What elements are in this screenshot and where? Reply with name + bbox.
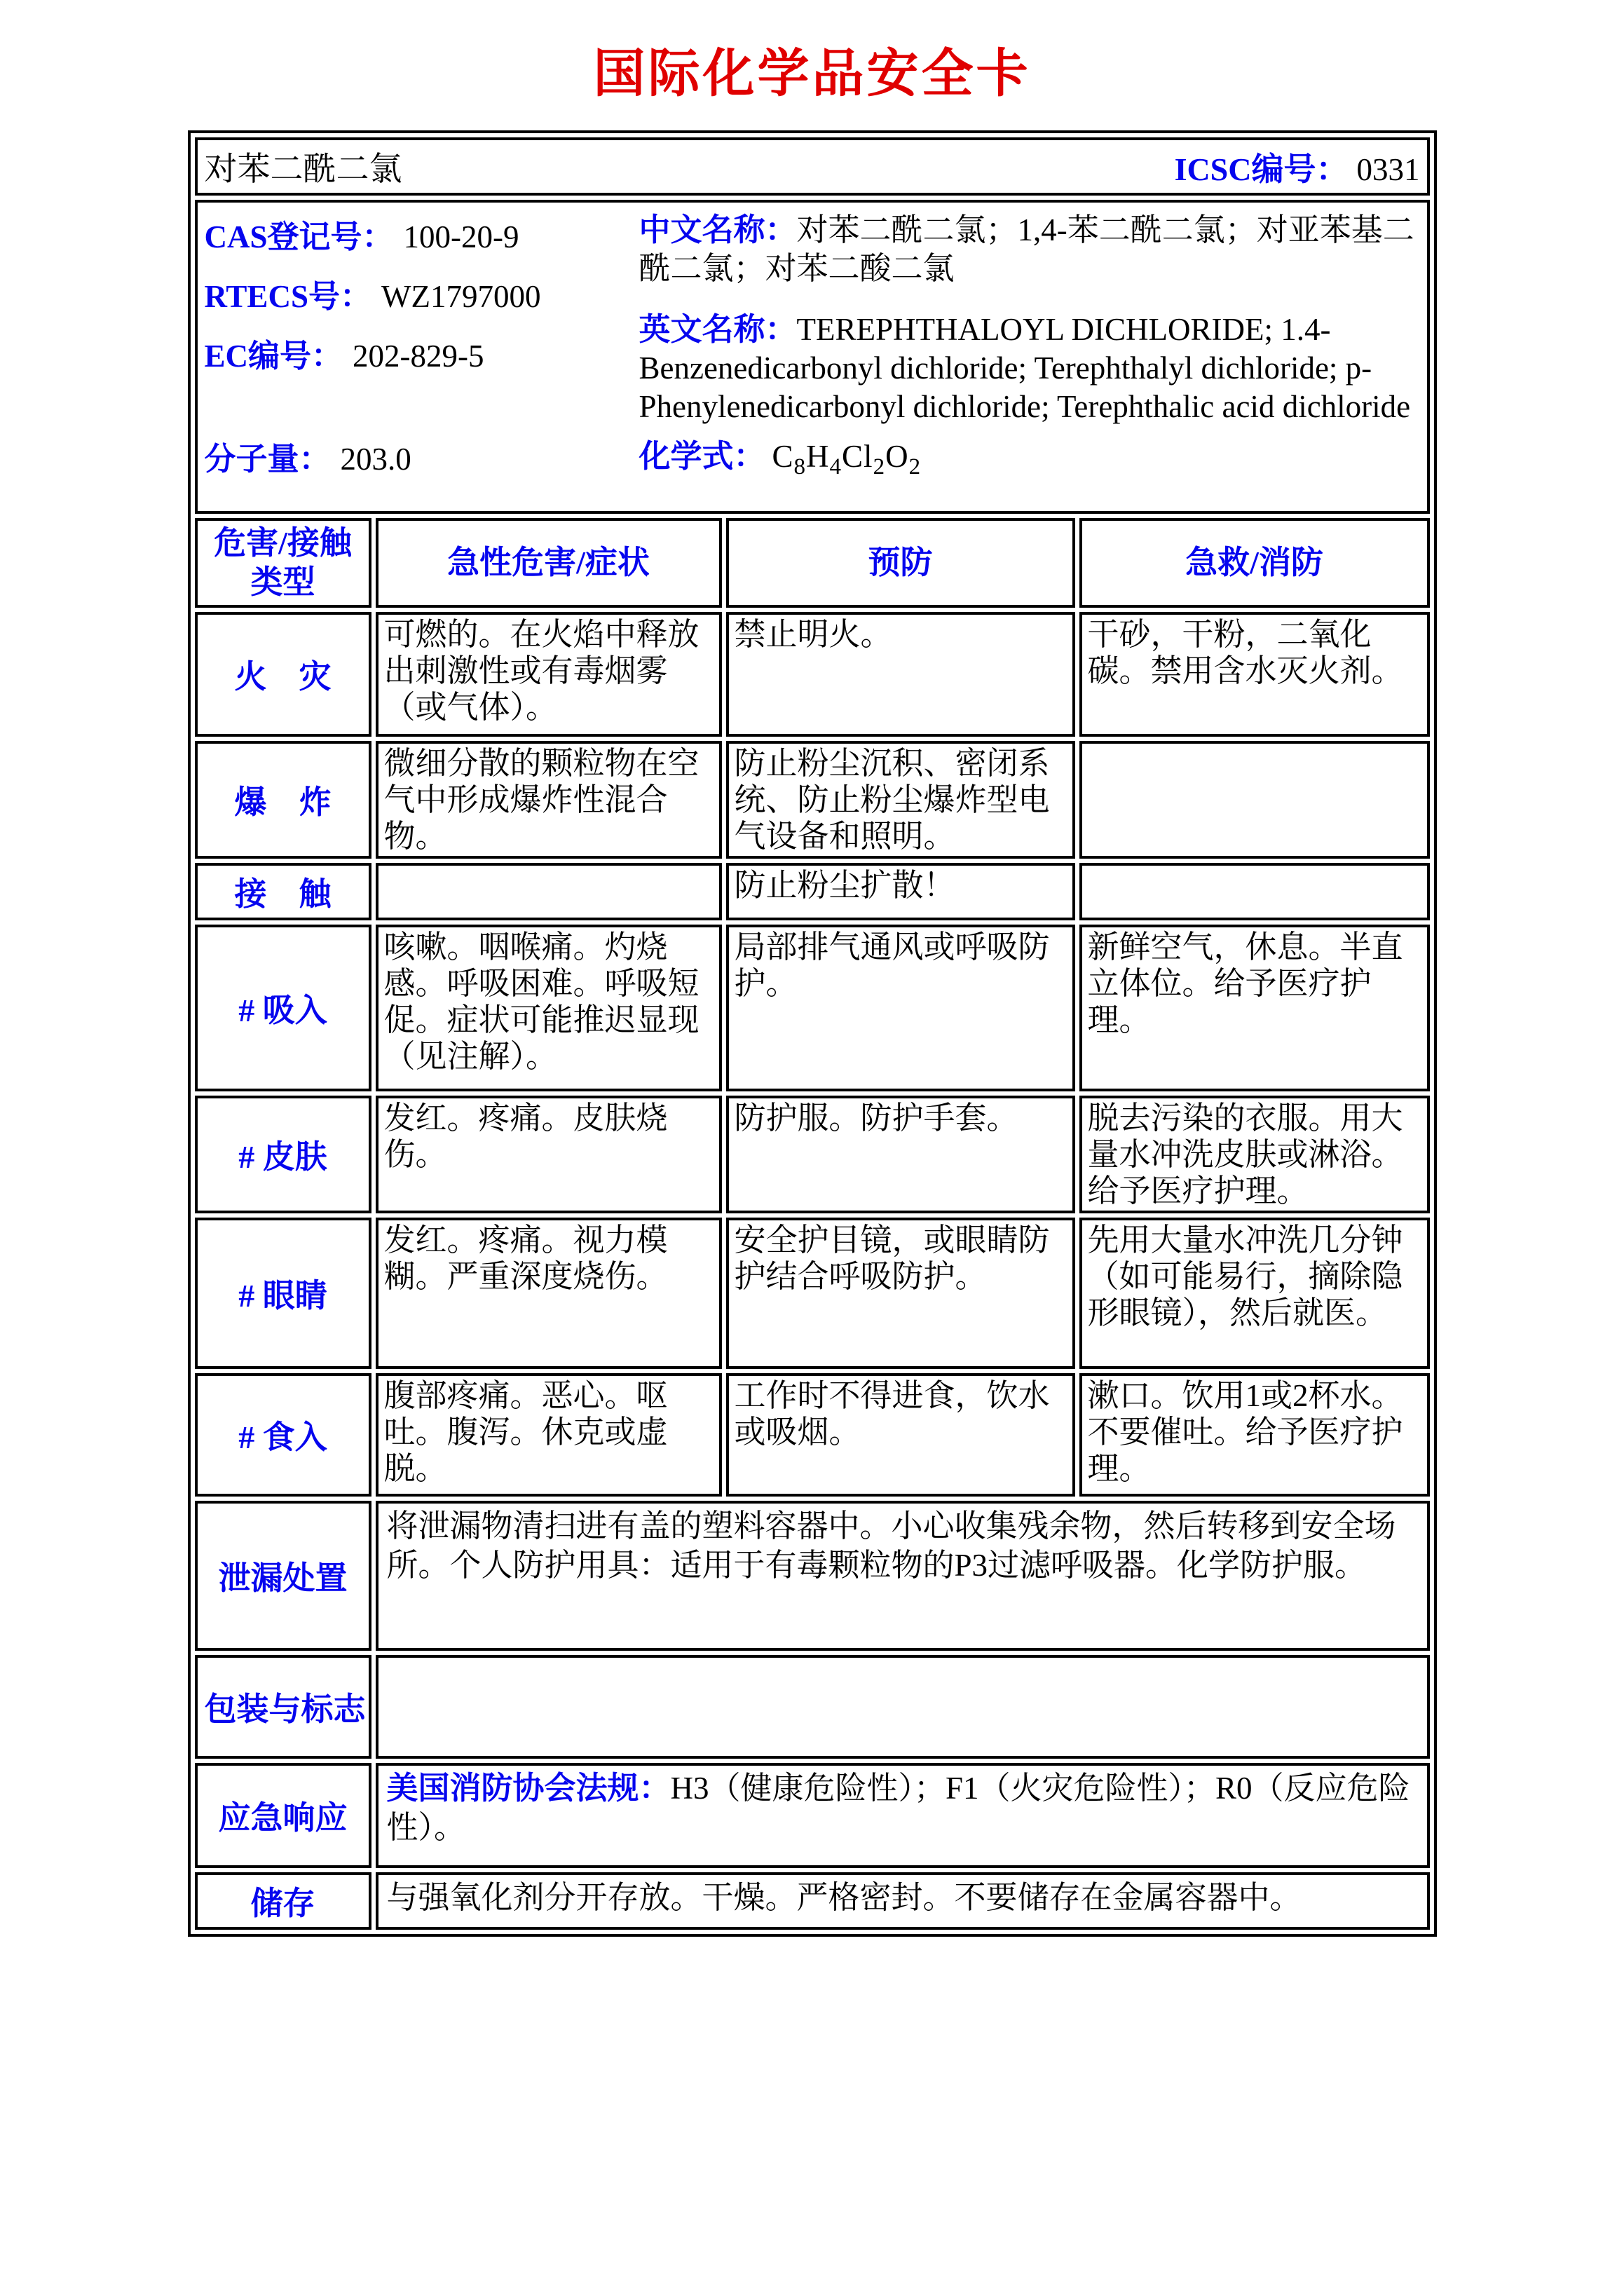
rtecs-number: RTECS号： WZ1797000 [204, 279, 541, 314]
storage-text: 与强氧化剂分开存放。干燥。严格密封。不要储存在金属容器中。 [376, 1872, 1430, 1930]
section-label-storage: 储存 [195, 1872, 371, 1930]
spillage-text: 将泄漏物清扫进有盖的塑料容器中。小心收集残余物，然后转移到安全场所。个人防护用具：适用于有毒颗粒物的P3过滤呼吸器。化学防护服。 [376, 1501, 1430, 1651]
packaging-text [376, 1655, 1430, 1759]
hazard-type-fire: 火 灾 [195, 612, 371, 737]
table-row-packaging [195, 1655, 1430, 1759]
eyes-symptoms: 发红。疼痛。视力模糊。严重深度烧伤。 [376, 1218, 722, 1369]
col-header-prevention: 预防 [726, 518, 1075, 608]
explosion-firstaid [1079, 741, 1430, 859]
col-header-hazard-type: 危害/接触 类型 [195, 518, 371, 608]
skin-prevention: 防护服。防护手套。 [726, 1096, 1075, 1213]
table-row-exposure [195, 863, 1430, 920]
substance-name: 对苯二酰二氯 [204, 151, 402, 188]
hazard-type-exposure: 接 触 [195, 863, 371, 920]
exposure-firstaid [1079, 863, 1430, 920]
chemical-names [639, 205, 1420, 480]
inhalation-firstaid: 新鲜空气，休息。半直立体位。给予医疗护理。 [1079, 925, 1430, 1091]
exposure-symptoms [376, 863, 722, 920]
icsc-card-page [0, 32, 1624, 2269]
icsc-label: ICSC编号： [1174, 151, 1349, 187]
inhalation-symptoms: 咳嗽。咽喉痛。灼烧感。呼吸困难。呼吸短促。症状可能推迟显现（见注解）。 [376, 925, 722, 1091]
inhalation-prevention: 局部排气通风或呼吸防护。 [726, 925, 1075, 1091]
card-header-cell [195, 137, 1430, 196]
skin-symptoms: 发红。疼痛。皮肤烧伤。 [376, 1096, 722, 1213]
table-row-emergency [195, 1763, 1430, 1868]
hazard-type-inhalation: # 吸入 [195, 925, 371, 1091]
section-label-emergency: 应急响应 [195, 1763, 371, 1868]
fire-prevention: 禁止明火。 [726, 612, 1075, 737]
identity-row [195, 200, 1430, 514]
emergency-text: 美国消防协会法规：H3（健康危险性）；F1（火灾危险性）；R0（反应危险性）。 [376, 1763, 1430, 1868]
table-row-explosion [195, 741, 1430, 859]
ec-number: EC编号： 202-829-5 [204, 339, 484, 374]
fire-symptoms: 可燃的。在火焰中释放出刺激性或有毒烟雾（或气体）。 [376, 612, 722, 737]
eyes-firstaid: 先用大量水冲洗几分钟（如可能易行，摘除隐形眼镜），然后就医。 [1079, 1218, 1430, 1369]
ingestion-symptoms: 腹部疼痛。恶心。呕吐。腹泻。休克或虚脱。 [376, 1373, 722, 1497]
hazard-type-skin: # 皮肤 [195, 1096, 371, 1213]
eyes-prevention: 安全护目镜，或眼睛防护结合呼吸防护。 [726, 1218, 1075, 1369]
ingestion-prevention: 工作时不得进食，饮水或吸烟。 [726, 1373, 1075, 1497]
registry-numbers [205, 205, 639, 480]
identity-cell [195, 200, 1430, 514]
hazard-type-eyes: # 眼睛 [195, 1218, 371, 1369]
english-name: 英文名称：TEREPHTHALOYL DICHLORIDE; 1.4-Benzenedicarbonyl dichloride; Terephthalyl dichloride; p-Phenylenedicarbonyl dichloride; Terephthalic acid dichloride [639, 312, 1411, 424]
table-row-ingestion [195, 1373, 1430, 1497]
table-row-storage [195, 1872, 1430, 1930]
table-row-spillage [195, 1501, 1430, 1651]
explosion-prevention: 防止粉尘沉积、密闭系统、防止粉尘爆炸型电气设备和照明。 [726, 741, 1075, 859]
icsc-number [1175, 144, 1420, 190]
page-title: 国际化学品安全卡 [593, 46, 1031, 103]
table-row-skin [195, 1096, 1430, 1213]
nfpa-label: 美国消防协会法规： [386, 1771, 671, 1806]
hazard-type-explosion: 爆 炸 [195, 741, 371, 859]
card-header-row [195, 137, 1430, 196]
table-row-eyes [195, 1218, 1430, 1369]
icsc-value: 0331 [1356, 151, 1420, 187]
cas-number: CAS登记号： 100-20-9 [204, 219, 519, 254]
col-header-firstaid: 急救/消防 [1079, 518, 1430, 608]
hazard-type-ingestion: # 食入 [195, 1373, 371, 1497]
table-row-inhalation [195, 925, 1430, 1091]
fire-firstaid: 干砂，干粉，二氧化碳。禁用含水灭火剂。 [1079, 612, 1430, 737]
chemical-formula: 化学式： $C_8H_4Cl_2O_2$ [639, 439, 922, 479]
section-label-packaging: 包装与标志 [195, 1655, 371, 1759]
ingestion-firstaid: 漱口。饮用1或2杯水。不要催吐。给予医疗护理。 [1079, 1373, 1430, 1497]
molecular-weight: 分子量： 203.0 [204, 442, 411, 477]
explosion-symptoms: 微细分散的颗粒物在空气中形成爆炸性混合物。 [376, 741, 722, 859]
table-row-fire [195, 612, 1430, 737]
skin-firstaid: 脱去污染的衣服。用大量水冲洗皮肤或淋浴。给予医疗护理。 [1079, 1096, 1430, 1213]
chinese-name: 中文名称：对苯二酰二氯；1,4-苯二酰二氯；对亚苯基二酰二氯；对苯二酸二氯 [639, 212, 1414, 286]
section-label-spillage: 泄漏处置 [195, 1501, 371, 1651]
col-header-symptoms: 急性危害/症状 [376, 518, 722, 608]
exposure-prevention: 防止粉尘扩散！ [726, 863, 1075, 920]
hazard-header-row [195, 518, 1430, 608]
safety-card [188, 130, 1437, 1937]
